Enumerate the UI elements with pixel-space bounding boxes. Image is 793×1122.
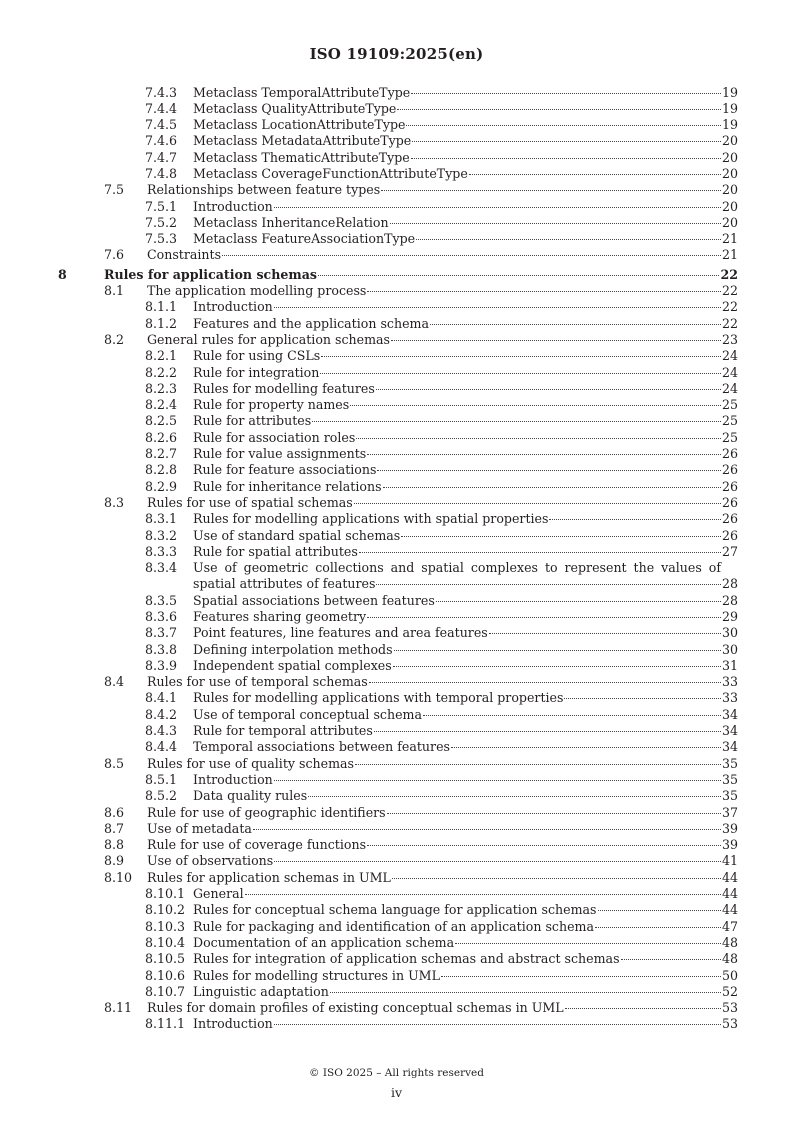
- dot-leader: [441, 976, 721, 977]
- toc-entry-number: 8.10.1: [145, 886, 186, 902]
- toc-entry-title: Rules for modelling applications with spatial properties: [193, 511, 549, 527]
- toc-entry-title: Metaclass LocationAttributeType: [193, 117, 406, 133]
- toc-entry-number: 7.5.1: [145, 198, 178, 214]
- toc-entry-title: Metaclass FeatureAssociationType: [193, 231, 416, 247]
- toc-entry-title: Data quality rules: [193, 788, 308, 804]
- toc-entry[interactable]: [0, 723, 793, 739]
- toc-entry-title: The application modelling process: [147, 283, 367, 299]
- toc-entry-page: 19: [721, 84, 738, 100]
- toc-entry-title: Rule for feature associations: [193, 462, 377, 478]
- toc-entry[interactable]: [0, 413, 793, 429]
- toc-entry[interactable]: [0, 316, 793, 332]
- toc-entry-title: Rule for value assignments: [193, 446, 367, 462]
- toc-entry-title: Point features, line features and area features: [193, 625, 488, 641]
- toc-entry-page: 50: [721, 967, 738, 983]
- toc-entry-title: Rules for integration of application schemas and abstract schemas: [193, 951, 620, 967]
- toc-entry-page: 47: [721, 918, 738, 934]
- dot-leader: [253, 829, 721, 830]
- dot-leader: [367, 617, 721, 618]
- toc-entry-page: 25: [721, 429, 738, 445]
- toc-entry[interactable]: [0, 133, 793, 149]
- toc-entry-number: 8.4.1: [145, 690, 178, 706]
- dot-leader: [321, 356, 721, 357]
- toc-entry-number: 7.4.6: [145, 133, 178, 149]
- dot-leader: [274, 1024, 721, 1025]
- toc-entry[interactable]: [0, 283, 793, 299]
- toc-entry[interactable]: [0, 348, 793, 364]
- toc-entry-page: 30: [721, 625, 738, 641]
- dot-leader: [621, 959, 721, 960]
- dot-leader: [411, 158, 721, 159]
- copyright-notice: © ISO 2025 – All rights reserved: [309, 1067, 484, 1079]
- toc-entry-number: 8.10.6: [145, 967, 186, 983]
- toc-entry[interactable]: [0, 707, 793, 723]
- dot-leader: [397, 109, 721, 110]
- toc-entry-title: Use of metadata: [147, 820, 252, 836]
- toc-entry[interactable]: [0, 805, 793, 821]
- toc-entry-number: 8.7: [104, 820, 125, 836]
- toc-entry-page: 48: [721, 951, 738, 967]
- dot-leader: [383, 487, 721, 488]
- toc-entry-page: 34: [721, 723, 738, 739]
- toc-entry[interactable]: [0, 642, 793, 658]
- toc-entry-number: 8.3.5: [145, 592, 178, 608]
- dot-leader: [412, 141, 721, 142]
- toc-entry[interactable]: [0, 182, 793, 198]
- toc-entry-title: Linguistic adaptation: [193, 983, 329, 999]
- toc-entry-title: Use of temporal conceptual schema: [193, 706, 422, 722]
- toc-entry-title: Use of observations: [147, 853, 274, 869]
- toc-entry-title: Metaclass CoverageFunctionAttributeType: [193, 165, 468, 181]
- toc-entry-title: Introduction: [193, 299, 273, 315]
- toc-entry-page: 53: [721, 1016, 738, 1032]
- toc-entry-page: 34: [721, 739, 738, 755]
- toc-entry[interactable]: [0, 117, 793, 133]
- toc-entry-page: 44: [721, 869, 738, 885]
- toc-entry-number: 8.10.3: [145, 918, 186, 934]
- toc-entry-title: Metaclass ThematicAttributeType: [193, 149, 410, 165]
- toc-entry[interactable]: [0, 821, 793, 837]
- toc-entry-number: 8.11.1: [145, 1016, 186, 1032]
- toc-entry-page: 22: [721, 299, 738, 315]
- dot-leader: [356, 438, 721, 439]
- toc-entry-page: 26: [721, 527, 738, 543]
- toc-entry-page: 28: [721, 592, 738, 608]
- toc-entry-page: 33: [721, 674, 738, 690]
- dot-leader: [377, 470, 721, 471]
- toc-entry-number: 8.5.2: [145, 788, 178, 804]
- dot-leader: [354, 503, 721, 504]
- toc-entry-page: 24: [721, 348, 738, 364]
- toc-entry-number: 8.1: [104, 283, 125, 299]
- toc-entry[interactable]: [0, 837, 793, 853]
- toc-entry-number: 8.4.2: [145, 706, 178, 722]
- toc-entry-number: 8.10.4: [145, 934, 186, 950]
- toc-entry[interactable]: [0, 267, 793, 283]
- toc-entry-title: Temporal associations between features: [193, 739, 450, 755]
- dot-leader: [392, 878, 721, 879]
- toc-entry-page: 53: [721, 1000, 738, 1016]
- toc-entry-title: Spatial associations between features: [193, 592, 435, 608]
- dot-leader: [274, 780, 721, 781]
- toc-entry-title: Independent spatial complexes: [193, 657, 392, 673]
- toc-entry-page: 35: [721, 755, 738, 771]
- toc-entry-title: Rules for use of temporal schemas: [147, 674, 368, 690]
- toc-entry-page: 52: [721, 983, 738, 999]
- toc-entry-page: 24: [721, 364, 738, 380]
- toc-entry-title: Constraints: [147, 247, 222, 263]
- toc-entry-title: Rules for conceptual schema language for application schemas: [193, 902, 597, 918]
- toc-entry-page: 35: [721, 771, 738, 787]
- toc-entry-page: 23: [721, 331, 738, 347]
- toc-entry-number: 8.4.3: [145, 723, 178, 739]
- dot-leader: [430, 324, 721, 325]
- toc-entry-title: Rules for use of spatial schemas: [147, 494, 353, 510]
- toc-entry-number: 8.10: [104, 869, 133, 885]
- toc-entry-number: 8.2.5: [145, 413, 178, 429]
- toc-entry-title: Introduction: [193, 1016, 273, 1032]
- toc-entry-title: Introduction: [193, 198, 273, 214]
- toc-entry[interactable]: [0, 85, 793, 101]
- toc-entry[interactable]: [0, 788, 793, 804]
- toc-entry[interactable]: [0, 381, 793, 397]
- toc-entry-page: 22: [721, 315, 738, 331]
- toc-entry-page: 31: [721, 657, 738, 673]
- toc-entry-number: 8.3.7: [145, 625, 178, 641]
- toc-entry[interactable]: [0, 446, 793, 462]
- toc-entry[interactable]: [0, 690, 793, 706]
- toc-entry-number: 8.3.2: [145, 527, 178, 543]
- table-of-contents: [0, 85, 793, 1033]
- toc-entry-title: Metaclass InheritanceRelation: [193, 214, 389, 230]
- toc-entry-number: 7.5.3: [145, 231, 178, 247]
- toc-entry-page: 27: [721, 543, 738, 559]
- toc-entry[interactable]: [0, 511, 793, 527]
- toc-entry-title: Metaclass TemporalAttributeType: [193, 84, 411, 100]
- toc-entry[interactable]: [0, 739, 793, 755]
- toc-entry-page: 37: [721, 804, 738, 820]
- toc-entry-title: Rules for application schemas in UML: [147, 869, 391, 885]
- toc-entry-page: 26: [721, 511, 738, 527]
- toc-entry-number: 8.4.4: [145, 739, 178, 755]
- toc-entry[interactable]: [0, 528, 793, 544]
- dot-leader: [598, 910, 721, 911]
- toc-entry[interactable]: [0, 609, 793, 625]
- dot-leader: [374, 731, 721, 732]
- dot-leader: [359, 552, 721, 553]
- document-header: ISO 19109:2025(en): [309, 45, 484, 63]
- dot-leader: [564, 698, 721, 699]
- toc-entry-number: 8.2.1: [145, 348, 178, 364]
- toc-entry-title: Use of standard spatial schemas: [193, 527, 401, 543]
- toc-entry[interactable]: [0, 658, 793, 674]
- toc-entry-page: 19: [721, 117, 738, 133]
- toc-entry-title: Rule for property names: [193, 397, 350, 413]
- toc-entry-page: 20: [721, 149, 738, 165]
- toc-entry-title: Rule for using CSLs: [193, 348, 321, 364]
- toc-entry[interactable]: [0, 756, 793, 772]
- dot-leader: [469, 174, 721, 175]
- toc-entry[interactable]: [0, 215, 793, 231]
- toc-entry[interactable]: [0, 479, 793, 495]
- toc-entry[interactable]: [0, 853, 793, 869]
- toc-entry-number: 8.3.9: [145, 657, 178, 673]
- dot-leader: [318, 275, 720, 276]
- toc-entry[interactable]: [0, 674, 793, 690]
- toc-entry-title: Rules for application schemas: [104, 266, 317, 282]
- dot-leader: [376, 584, 721, 585]
- toc-entry-page: 34: [721, 706, 738, 722]
- toc-entry-page: 29: [721, 609, 738, 624]
- toc-entry-page: 28: [721, 576, 738, 592]
- toc-entry-page: 20: [721, 214, 738, 230]
- dot-leader: [381, 190, 721, 191]
- toc-entry[interactable]: [0, 968, 793, 984]
- toc-entry[interactable]: [0, 299, 793, 315]
- toc-entry[interactable]: [0, 902, 793, 918]
- toc-entry[interactable]: [0, 247, 793, 263]
- toc-entry[interactable]: [0, 935, 793, 951]
- toc-entry-page: 26: [721, 446, 738, 462]
- toc-entry-title: Rule for use of geographic identifiers: [147, 804, 386, 820]
- toc-entry-page: 22: [721, 283, 738, 299]
- toc-entry-number: 8.8: [104, 837, 125, 853]
- toc-entry-page: 20: [721, 198, 738, 214]
- toc-entry-number: 8.5: [104, 755, 125, 771]
- toc-entry-number: 8.1.1: [145, 299, 178, 315]
- dot-leader: [489, 633, 721, 634]
- dot-leader: [274, 207, 721, 208]
- toc-entry-number: 8.1.2: [145, 315, 178, 331]
- toc-entry-title: Metaclass QualityAttributeType: [193, 100, 397, 116]
- toc-entry-title: Rules for domain profiles of existing conceptual schemas in UML: [147, 1000, 564, 1016]
- dot-leader: [320, 373, 721, 374]
- toc-entry-number: 8.10.2: [145, 902, 186, 918]
- toc-entry-title: Rule for packaging and identification of an application schema: [193, 918, 594, 934]
- toc-entry-number: 7.4.8: [145, 165, 178, 181]
- dot-leader: [355, 764, 721, 765]
- toc-entry-number: 7.6: [104, 247, 125, 263]
- toc-entry-page: 48: [721, 934, 738, 950]
- toc-entry-page: 44: [721, 886, 738, 902]
- toc-entry-number: 8.3: [104, 494, 125, 510]
- toc-entry-number: 8.3.1: [145, 511, 178, 527]
- dot-leader: [387, 813, 721, 814]
- toc-entry-title: Features sharing geometry: [193, 609, 367, 624]
- toc-entry-number: 7.4.5: [145, 117, 178, 133]
- toc-entry-title: Rule for use of coverage functions: [147, 837, 367, 853]
- dot-leader: [367, 291, 721, 292]
- dot-leader: [416, 239, 721, 240]
- toc-entry-page: 30: [721, 641, 738, 657]
- toc-entry[interactable]: [0, 199, 793, 215]
- toc-entry[interactable]: [0, 462, 793, 478]
- toc-entry-number: 8.2.3: [145, 380, 178, 396]
- dot-leader: [245, 894, 721, 895]
- dot-leader: [222, 255, 721, 256]
- toc-entry-title: Relationships between feature types: [147, 182, 381, 198]
- toc-entry-title: Rules for modelling structures in UML: [193, 967, 440, 983]
- toc-entry-page: 19: [721, 100, 738, 116]
- toc-entry-number: 8.2.6: [145, 429, 178, 445]
- toc-entry-page: 20: [721, 165, 738, 181]
- toc-entry-number: 8.3.6: [145, 609, 178, 624]
- toc-entry-page: 33: [721, 690, 738, 706]
- toc-entry[interactable]: [0, 772, 793, 788]
- toc-entry-number: 8.3.8: [145, 641, 178, 657]
- toc-entry-number: 8.6: [104, 804, 125, 820]
- toc-entry-page: 22: [720, 266, 738, 282]
- toc-entry-title: Rules for modelling features: [193, 380, 375, 396]
- toc-entry[interactable]: [0, 365, 793, 381]
- toc-entry-page: 21: [721, 247, 738, 263]
- toc-entry-page: 25: [721, 413, 738, 429]
- dot-leader: [595, 927, 721, 928]
- dot-leader: [390, 223, 721, 224]
- toc-entry-number: 8: [58, 266, 67, 282]
- toc-entry-title: Rule for association roles: [193, 429, 356, 445]
- toc-entry-title: Defining interpolation methods: [193, 641, 393, 657]
- toc-entry-page: 39: [721, 837, 738, 853]
- dot-leader: [423, 715, 721, 716]
- toc-entry[interactable]: [0, 397, 793, 413]
- dot-leader: [274, 307, 721, 308]
- toc-entry[interactable]: [0, 231, 793, 247]
- toc-entry[interactable]: [0, 544, 793, 560]
- toc-entry-page: 20: [721, 133, 738, 149]
- dot-leader: [393, 666, 721, 667]
- toc-entry[interactable]: [0, 495, 793, 511]
- toc-entry[interactable]: [0, 1000, 793, 1016]
- toc-entry-number: 8.3.3: [145, 543, 178, 559]
- dot-leader: [330, 992, 721, 993]
- toc-entry-page: 24: [721, 380, 738, 396]
- toc-entry-title: Features and the application schema: [193, 315, 429, 331]
- toc-entry[interactable]: [0, 919, 793, 935]
- toc-entry-page: 26: [721, 494, 738, 510]
- toc-entry-page: 20: [721, 182, 738, 198]
- toc-entry-title: Rule for spatial attributes: [193, 543, 358, 559]
- dot-leader: [308, 796, 721, 797]
- toc-entry-title: Documentation of an application schema: [193, 934, 455, 950]
- dot-leader: [274, 861, 721, 862]
- toc-entry-page: 35: [721, 788, 738, 804]
- dot-leader: [369, 682, 721, 683]
- toc-entry[interactable]: [0, 332, 793, 348]
- toc-entry[interactable]: [0, 984, 793, 1000]
- toc-entry-title: General: [193, 886, 244, 902]
- toc-entry-page: 26: [721, 478, 738, 494]
- toc-entry-number: 8.11: [104, 1000, 133, 1016]
- toc-entry-number: 7.5.2: [145, 214, 178, 230]
- toc-entry[interactable]: [0, 870, 793, 886]
- toc-entry[interactable]: [0, 101, 793, 117]
- toc-entry-number: 8.4: [104, 674, 125, 690]
- toc-entry-number: 8.2.2: [145, 364, 178, 380]
- toc-entry-page: 39: [721, 820, 738, 836]
- dot-leader: [367, 454, 721, 455]
- toc-entry-page: 44: [721, 902, 738, 918]
- toc-entry-title: Rule for attributes: [193, 413, 312, 429]
- toc-entry-number: 8.3.4: [145, 560, 178, 576]
- dot-leader: [406, 125, 720, 126]
- dot-leader: [312, 421, 721, 422]
- toc-entry-number: 7.4.3: [145, 84, 178, 100]
- toc-entry-number: 8.2.7: [145, 446, 178, 462]
- toc-entry-page: 21: [721, 231, 738, 247]
- toc-entry-title: Rule for inheritance relations: [193, 478, 382, 494]
- dot-leader: [451, 747, 721, 748]
- toc-entry-page: 41: [721, 853, 738, 869]
- dot-leader: [376, 389, 721, 390]
- dot-leader: [565, 1008, 721, 1009]
- toc-entry-number: 7.4.7: [145, 149, 178, 165]
- toc-entry-number: 8.10.7: [145, 983, 186, 999]
- dot-leader: [436, 601, 721, 602]
- toc-entry[interactable]: [0, 150, 793, 166]
- toc-entry[interactable]: [0, 560, 793, 593]
- toc-entry-number: 8.10.5: [145, 951, 186, 967]
- toc-entry-number: 8.9: [104, 853, 125, 869]
- toc-entry[interactable]: [0, 430, 793, 446]
- toc-entry-title-continued: spatial attributes of features: [193, 576, 376, 592]
- dot-leader: [367, 845, 721, 846]
- toc-entry-number: 7.5: [104, 182, 125, 198]
- toc-entry-number: 8.2.8: [145, 462, 178, 478]
- toc-entry-page: 26: [721, 462, 738, 478]
- dot-leader: [455, 943, 721, 944]
- toc-entry-title: General rules for application schemas: [147, 331, 391, 347]
- toc-entry-title: Rule for temporal attributes: [193, 723, 373, 739]
- toc-entry[interactable]: [0, 593, 793, 609]
- toc-entry-title: Use of geometric collections and spatial complexes to represent the values of: [193, 560, 721, 576]
- page-number: iv: [390, 1085, 403, 1100]
- toc-entry[interactable]: [0, 166, 793, 182]
- toc-entry-number: 8.2.4: [145, 397, 178, 413]
- toc-entry-title: Rules for modelling applications with temporal properties: [193, 690, 564, 706]
- toc-entry-number: 8.5.1: [145, 771, 178, 787]
- dot-leader: [549, 519, 721, 520]
- toc-entry[interactable]: [0, 625, 793, 641]
- toc-entry-number: 8.2.9: [145, 478, 178, 494]
- toc-entry[interactable]: [0, 1016, 793, 1032]
- toc-entry-page: 25: [721, 397, 738, 413]
- dot-leader: [350, 405, 721, 406]
- dot-leader: [411, 93, 721, 94]
- toc-entry-title: Introduction: [193, 771, 273, 787]
- toc-entry-number: 8.2: [104, 331, 125, 347]
- toc-entry-title: Rule for integration: [193, 364, 320, 380]
- dot-leader: [394, 650, 721, 651]
- toc-entry[interactable]: [0, 886, 793, 902]
- toc-entry-number: 7.4.4: [145, 100, 178, 116]
- toc-entry-title: Metaclass MetadataAttributeType: [193, 133, 412, 149]
- dot-leader: [391, 340, 721, 341]
- toc-entry[interactable]: [0, 951, 793, 967]
- dot-leader: [401, 536, 721, 537]
- toc-entry-title: Rules for use of quality schemas: [147, 755, 354, 771]
